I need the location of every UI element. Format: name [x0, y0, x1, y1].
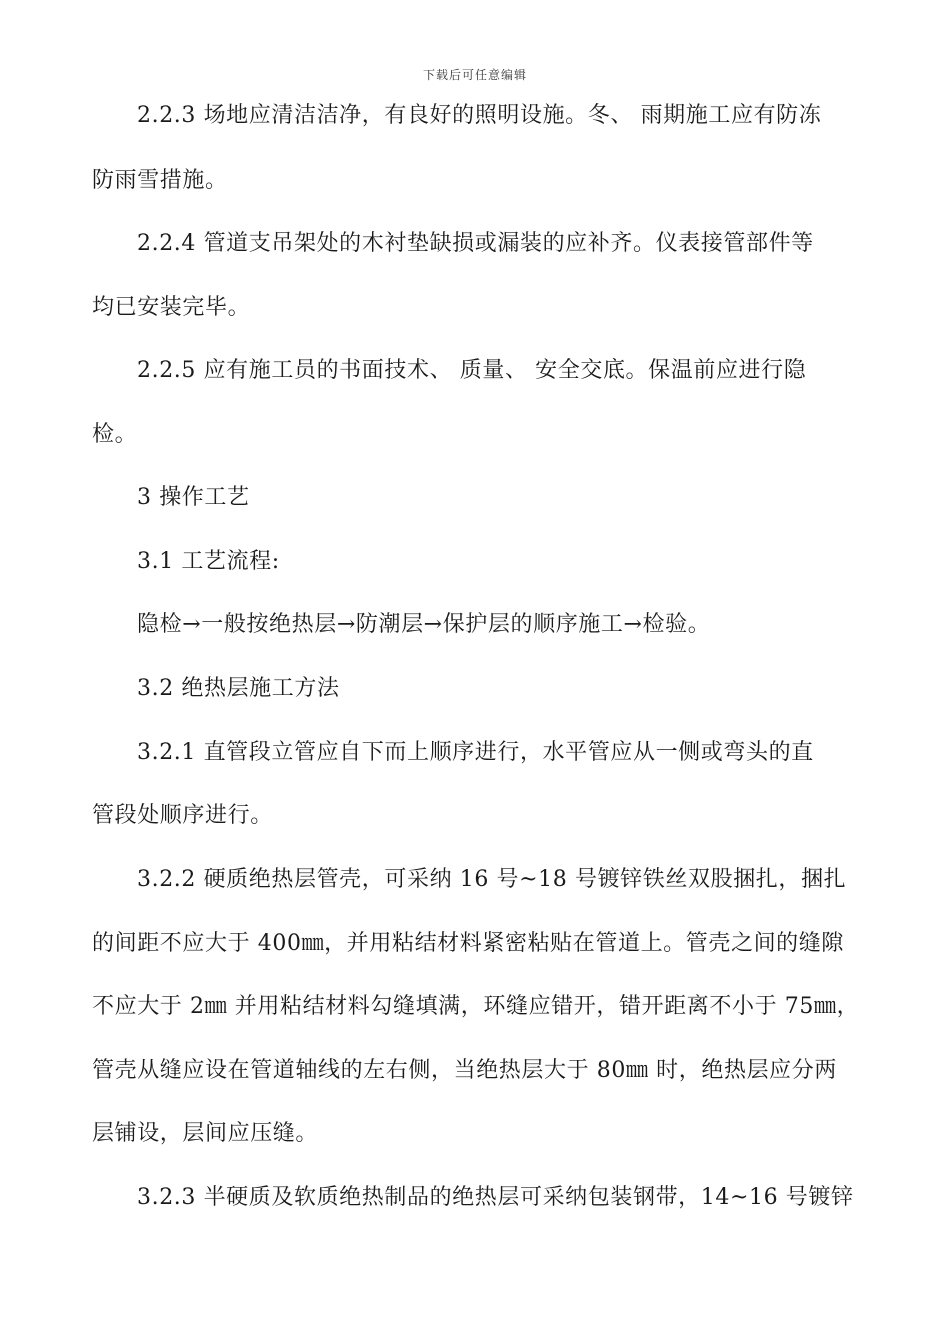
- paragraph-3-2-2-line-5: 层铺设，层间应压缝。: [92, 1121, 319, 1146]
- paragraph-3-2-2-line-2: 的间距不应大于 400㎜，并用粘结材料紧密粘贴在管道上。管壳之间的缝隙: [92, 931, 844, 956]
- paragraph-2-2-3-line-2: 防雨雪措施。: [92, 168, 228, 193]
- paragraph-2-2-4-line-1: 2.2.4 管道支吊架处的木衬垫缺损或漏装的应补齐。仪表接管部件等: [137, 231, 814, 256]
- paragraph-2-2-3-line-1: 2.2.3 场地应清洁洁净，有良好的照明设施。冬、 雨期施工应有防冻: [137, 103, 822, 128]
- paragraph-3-2-1-line-2: 管段处顺序进行。: [92, 803, 273, 828]
- section-heading-3: 3 操作工艺: [137, 485, 250, 510]
- page-header: 下载后可任意编辑: [422, 68, 527, 82]
- paragraph-3-2-2-line-4: 管壳从缝应设在管道轴线的左右侧，当绝热层大于 80㎜ 时，绝热层应分两: [92, 1058, 837, 1083]
- paragraph-2-2-5-line-1: 2.2.5 应有施工员的书面技术、 质量、 安全交底。保温前应进行隐: [137, 358, 807, 383]
- paragraph-3-2-3-line-1: 3.2.3 半硬质及软质绝热制品的绝热层可采纳包装钢带，14~16 号镀锌: [137, 1185, 854, 1210]
- paragraph-3-2-2-line-3: 不应大于 2㎜ 并用粘结材料勾缝填满，环缝应错开，错开距离不小于 75㎜，: [92, 994, 860, 1019]
- paragraph-3-2-2-line-1: 3.2.2 硬质绝热层管壳，可采纳 16 号~18 号镀锌铁丝双股捆扎，捆扎: [137, 867, 847, 892]
- section-heading-3-2: 3.2 绝热层施工方法: [137, 676, 340, 701]
- section-heading-3-1: 3.1 工艺流程:: [137, 549, 280, 574]
- paragraph-2-2-5-line-2: 检。: [92, 422, 138, 447]
- process-flow-line: 隐检→一般按绝热层→防潮层→保护层的顺序施工→检验。: [137, 612, 711, 637]
- paragraph-3-2-1-line-1: 3.2.1 直管段立管应自下而上顺序进行，水平管应从一侧或弯头的直: [137, 740, 814, 765]
- paragraph-2-2-4-line-2: 均已安装完毕。: [92, 295, 251, 320]
